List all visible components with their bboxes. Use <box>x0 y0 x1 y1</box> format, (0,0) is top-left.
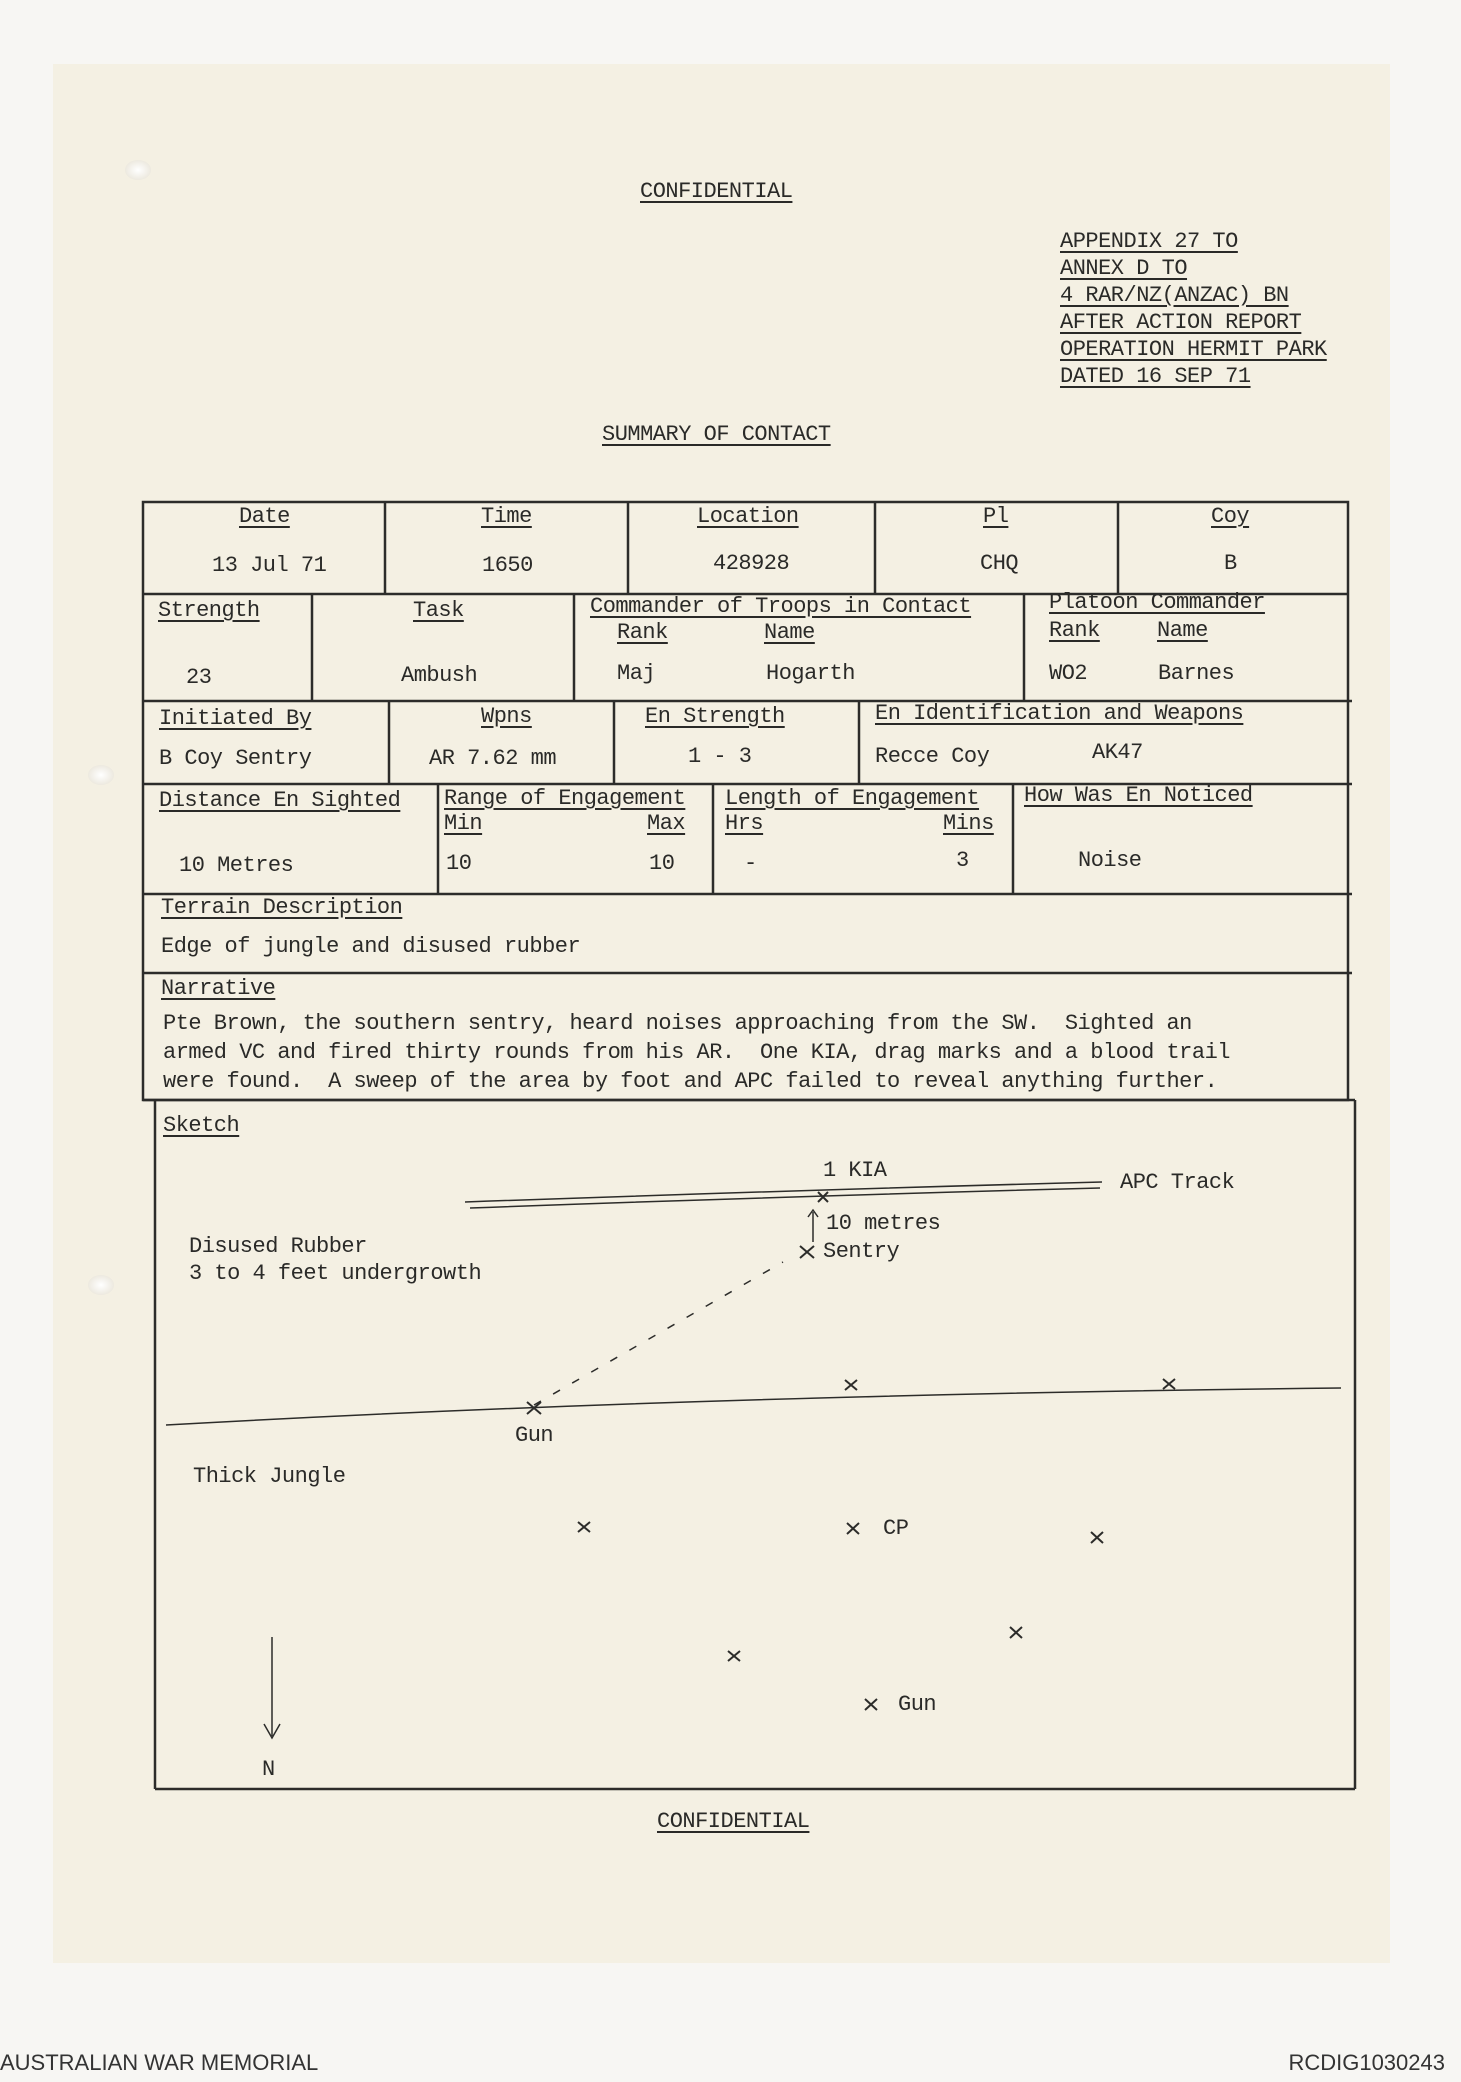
pl-label: Pl <box>983 504 1009 529</box>
wpns-label: Wpns <box>481 704 532 729</box>
north-label: N <box>262 1757 275 1782</box>
commander-label: Commander of Troops in Contact <box>590 594 972 619</box>
strength-label: Strength <box>158 598 260 623</box>
hrs-value: - <box>744 851 757 876</box>
task-value: Ambush <box>401 663 478 688</box>
distance-label: Distance En Sighted <box>159 788 401 813</box>
appendix-line: 4 RAR/NZ(ANZAC) BN <box>1060 283 1289 308</box>
sketch-cp: CP <box>883 1516 909 1541</box>
sketch-rubber-label: Disused Rubber <box>189 1234 367 1259</box>
appendix-line: ANNEX D TO <box>1060 256 1188 281</box>
sketch-rubber-note: 3 to 4 feet undergrowth <box>189 1261 482 1286</box>
pl-value: CHQ <box>980 551 1019 576</box>
footer-id: RCDIG1030243 <box>1288 2050 1445 2075</box>
task-label: Task <box>413 598 464 623</box>
commander-name-label: Name <box>764 620 815 645</box>
wpns-value: AR 7.62 mm <box>429 746 557 771</box>
narrative-line: armed VC and fired thirty rounds from his AR. One KIA, drag marks and a blood trail <box>163 1040 1230 1065</box>
range-label: Range of Engagement <box>444 786 686 811</box>
en-strength-value: 1 - 3 <box>688 744 752 769</box>
noticed-label: How Was En Noticed <box>1024 783 1253 808</box>
narrative-line: were found. A sweep of the area by foot and APC failed to reveal anything further. <box>163 1069 1218 1094</box>
platoon-rank-label: Rank <box>1049 618 1100 643</box>
range-min-value: 10 <box>446 851 472 876</box>
terrain-label: Terrain Description <box>161 895 403 920</box>
classification-bottom: CONFIDENTIAL <box>657 1809 810 1834</box>
appendix-line: APPENDIX 27 TO <box>1060 229 1238 254</box>
en-identification-label: En Identification and Weapons <box>875 701 1244 726</box>
range-max-value: 10 <box>649 851 675 876</box>
date-label: Date <box>239 504 290 529</box>
length-label: Length of Engagement <box>725 786 980 811</box>
range-max-label: Max <box>647 811 686 836</box>
sketch-gun: Gun <box>515 1423 554 1448</box>
sketch-distance: 10 metres <box>826 1211 941 1236</box>
sketch-jungle: Thick Jungle <box>193 1464 346 1489</box>
commander-name: Hogarth <box>766 661 855 686</box>
hrs-label: Hrs <box>725 811 764 836</box>
date-value: 13 Jul 71 <box>212 553 327 578</box>
mins-value: 3 <box>956 848 969 873</box>
en-weapons-value: AK47 <box>1092 740 1143 765</box>
commander-rank: Maj <box>617 661 656 686</box>
coy-label: Coy <box>1211 504 1250 529</box>
platoon-name-label: Name <box>1157 618 1208 643</box>
initiated-by-value: B Coy Sentry <box>159 746 312 771</box>
terrain-value: Edge of jungle and disused rubber <box>161 934 581 959</box>
range-min-label: Min <box>444 811 483 836</box>
classification-top: CONFIDENTIAL <box>640 179 793 204</box>
sketch-sentry: Sentry <box>823 1239 900 1264</box>
platoon-rank: WO2 <box>1049 661 1088 686</box>
en-identification-value: Recce Coy <box>875 744 990 769</box>
narrative-line: Pte Brown, the southern sentry, heard noises approaching from the SW. Sighted an <box>163 1011 1192 1036</box>
location-label: Location <box>697 504 799 529</box>
commander-rank-label: Rank <box>617 620 668 645</box>
sketch-apc-track: APC Track <box>1120 1170 1235 1195</box>
narrative-label: Narrative <box>161 976 276 1001</box>
platoon-commander-label: Platoon Commander <box>1049 590 1265 615</box>
appendix-line: DATED 16 SEP 71 <box>1060 364 1251 389</box>
distance-value: 10 Metres <box>179 853 294 878</box>
sketch-kia: 1 KIA <box>823 1158 887 1183</box>
sketch-gun: Gun <box>898 1692 937 1717</box>
strength-value: 23 <box>186 665 212 690</box>
time-value: 1650 <box>482 553 533 578</box>
position-markers <box>527 1192 1175 1710</box>
page-title: SUMMARY OF CONTACT <box>602 422 831 447</box>
platoon-name: Barnes <box>1158 661 1235 686</box>
appendix-line: AFTER ACTION REPORT <box>1060 310 1302 335</box>
mins-label: Mins <box>943 811 994 836</box>
location-value: 428928 <box>713 551 790 576</box>
appendix-line: OPERATION HERMIT PARK <box>1060 337 1327 362</box>
time-label: Time <box>481 504 532 529</box>
sketch-label: Sketch <box>163 1113 240 1138</box>
en-strength-label: En Strength <box>645 704 785 729</box>
noticed-value: Noise <box>1078 848 1142 873</box>
coy-value: B <box>1224 551 1237 576</box>
initiated-by-label: Initiated By <box>159 706 312 731</box>
footer-archive: AUSTRALIAN WAR MEMORIAL <box>0 2050 319 2075</box>
